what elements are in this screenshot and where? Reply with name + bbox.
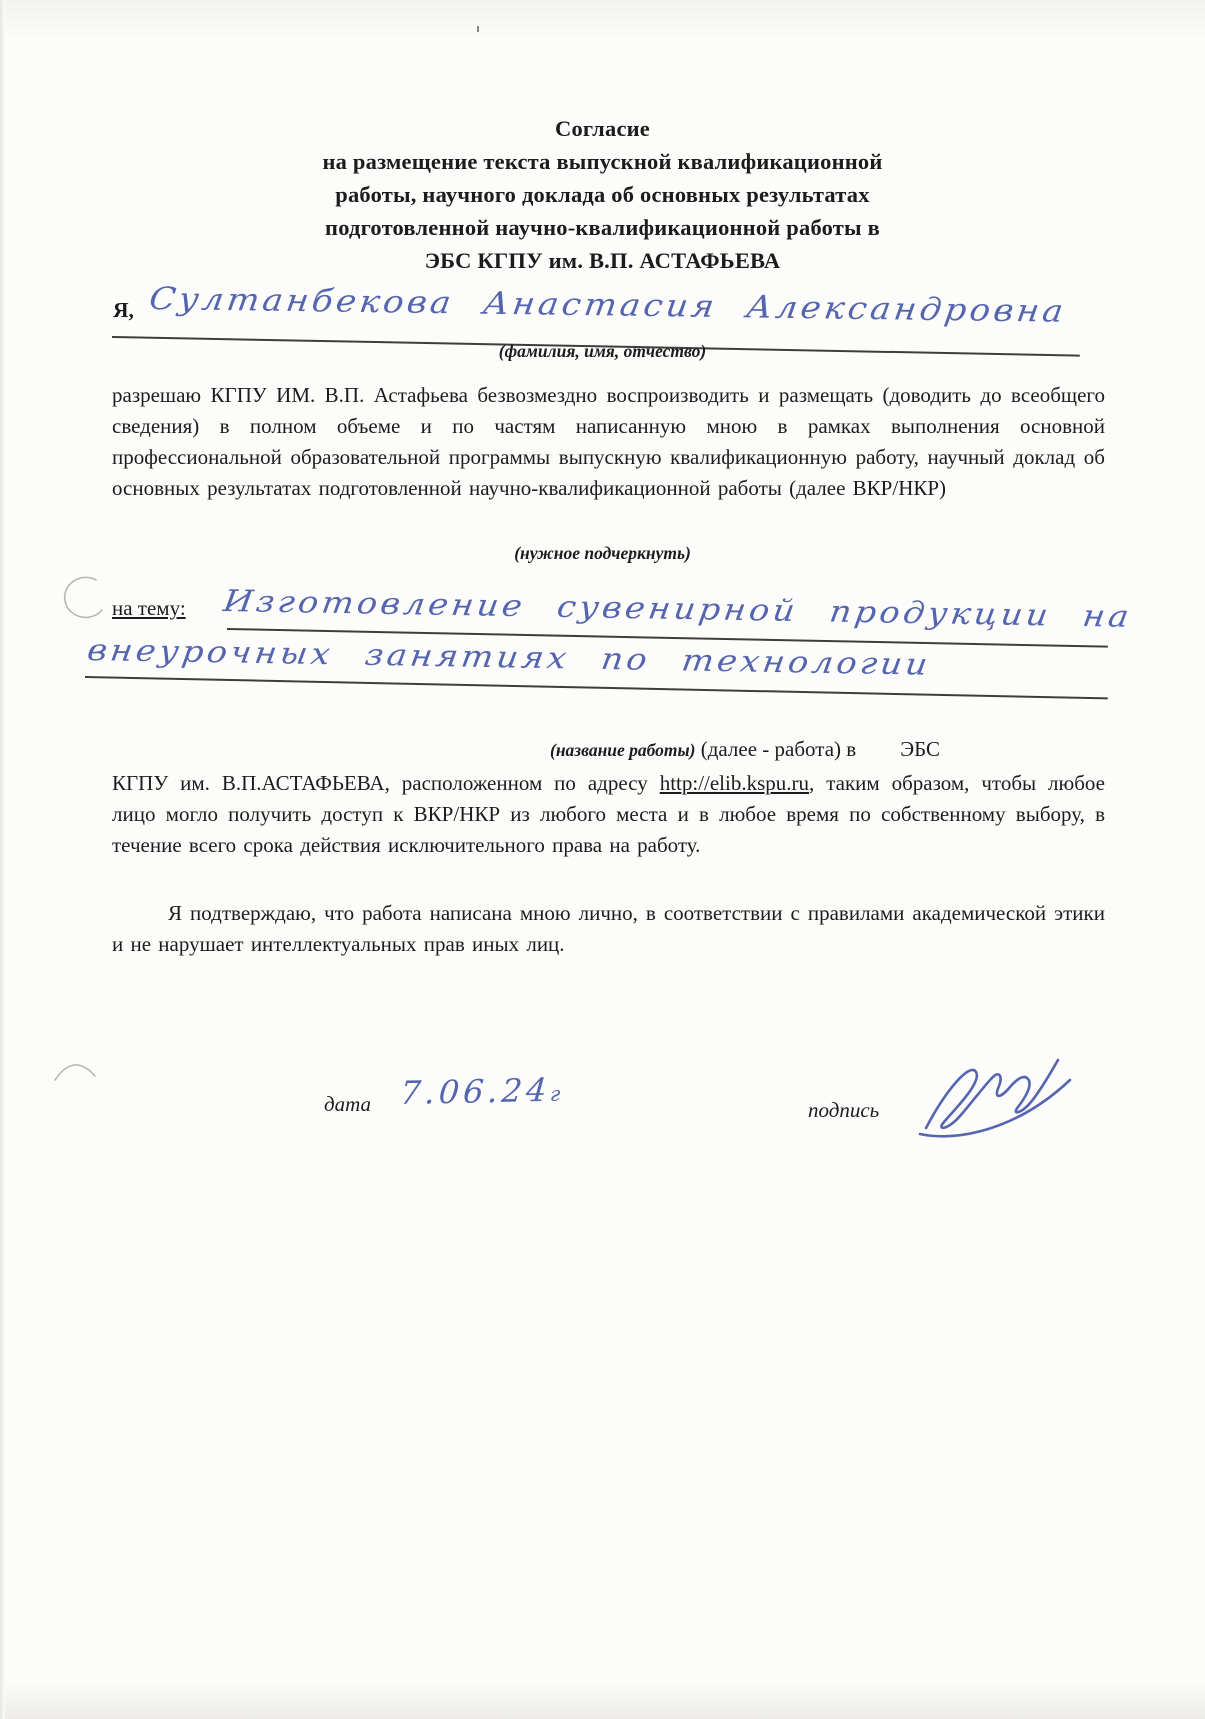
declarant-pronoun: Я,: [113, 298, 134, 322]
topic-handwriting-line2: внеурочных занятиях по технологии: [85, 633, 933, 683]
scan-shading-bottom: [0, 1681, 1205, 1719]
scan-speck: [474, 24, 482, 34]
date-suffix: г: [549, 1081, 566, 1106]
signature-label: подпись: [808, 1098, 880, 1122]
title-line: подготовленной научно-квалификационной работы в: [325, 215, 880, 240]
declarant-name-handwriting: Султанбекова Анастасия Александровна: [147, 281, 1069, 330]
title-line: ЭБС КГПУ им. В.П. АСТАФЬЕВА: [424, 248, 781, 273]
work-caption-ebs: ЭБС: [900, 737, 940, 761]
scan-shading-top: [0, 0, 1205, 40]
document-title: [0, 112, 1205, 277]
access-text-before-url: КГПУ им. В.П.АСТАФЬЕВА, расположенном по адресу: [112, 771, 660, 795]
underline-note: (нужное подчеркнуть): [514, 543, 691, 563]
scan-artifact-arc: [50, 1048, 104, 1088]
work-title-caption: (название работы): [550, 740, 696, 760]
date-handwriting: [399, 1071, 566, 1113]
topic-label: на тему:: [112, 596, 186, 620]
scan-artifact-arc: [54, 576, 110, 624]
confirmation-paragraph: Я подтверждаю, что работа написана мною лично, в соответствии с правилами академической этики и не нарушает интеллектуальных прав иных лиц.: [112, 901, 1105, 956]
title-line: на размещение текста выпускной квалификационной: [322, 149, 883, 174]
title-line: Согласие: [555, 116, 650, 141]
topic-handwriting-line1: Изготовление сувенирной продукции на: [221, 584, 1135, 635]
signature-handwriting: [912, 1050, 1092, 1150]
name-caption: (фамилия, имя, отчество): [498, 341, 707, 361]
access-paragraph: [112, 768, 1105, 861]
permission-paragraph: разрешаю КГПУ ИМ. В.П. Астафьева безвозмездно воспроизводить и размещать (доводить до всеобщего сведения) в полном объеме и по частям написанную мною в рамках выполнения основной профессиональной образовательной программы выпускную квалификационную работу, научный доклад об основных результатах подготовленной научно-квалификационной работы (далее ВКР/НКР): [112, 383, 1105, 500]
title-line: работы, научного доклада об основных результатах: [335, 182, 870, 207]
date-value: 7.06.24: [398, 1070, 553, 1113]
access-text-after-url: , таким образом, чтобы любое лицо могло получить доступ к ВКР/НКР из любого места и в любое время по собственному выбору, в течение всего срока действия исключительного права на работу.: [112, 771, 1105, 857]
date-label: дата: [324, 1092, 372, 1116]
elib-url: http://elib.kspu.ru: [659, 771, 810, 795]
work-caption-line: [112, 737, 1105, 762]
work-caption-continuation: (далее - работа) в: [700, 737, 857, 761]
topic-ruled-line-2: [85, 676, 1108, 699]
